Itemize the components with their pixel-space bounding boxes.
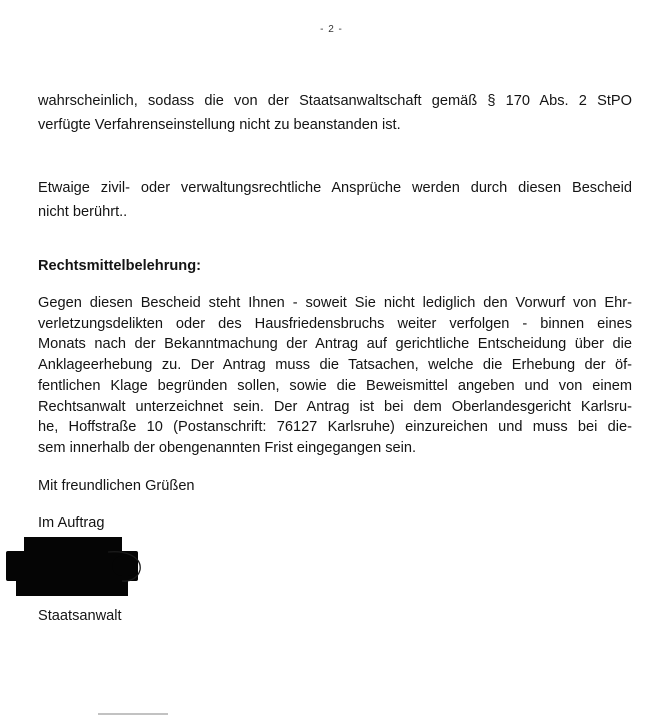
signatory-role: Staatsanwalt <box>38 608 122 624</box>
paragraph-investigation-result <box>38 90 632 137</box>
section-heading: Rechtsmittelbelehrung: <box>38 258 201 274</box>
text-line: wahrscheinlich, sodass die von der Staatsanwaltschaft gemäß § 170 Abs. 2 StPO <box>38 93 632 109</box>
text-line: verfügte Verfahrenseinstellung nicht zu beanstanden ist. <box>38 116 401 133</box>
text-line: fentlichen Klage begründen sollen, sowie die Beweismittel angeben und von einem <box>38 377 632 394</box>
paragraph-legal-remedy <box>38 293 632 459</box>
text-line: Anklageerhebung zu. Der Antrag muss die Tatsachen, welche die Erhebung der öf- <box>38 357 632 374</box>
text-line: sem innerhalb der obengenannten Frist eingegangen sein. <box>38 439 417 456</box>
paragraph-civil-claims <box>38 177 632 224</box>
page-number: - 2 - <box>320 24 343 35</box>
text-line: nicht berührt.. <box>38 203 128 220</box>
text-line: Monats nach der Bekanntmachung der Antrag auf gerichtliche Entscheidung über die <box>38 336 632 353</box>
text-line: verletzungsdelikten oder des Hausfriedensbruchs weiter verfolgen - binnen eines <box>38 315 632 332</box>
text-line: Etwaige zivil- oder verwaltungsrechtliche Ansprüche werden durch diesen Bescheid <box>38 180 632 196</box>
signature-stroke <box>100 548 150 588</box>
text-line: he, Hoffstraße 10 (Postanschrift: 76127 Karlsruhe) einzureichen und muss bei die- <box>38 419 632 436</box>
text-line: Rechtsanwalt unterzeichnet sein. Der Antrag ist bei dem Oberlandesgericht Karlsru- <box>38 398 632 415</box>
on-behalf-line: Im Auftrag <box>38 515 105 531</box>
closing-greeting: Mit freundlichen Grüßen <box>38 478 195 494</box>
text-line: Gegen diesen Bescheid steht Ihnen - soweit Sie nicht lediglich den Vorwurf von Ehr- <box>38 295 632 311</box>
scan-artifact <box>98 713 168 715</box>
